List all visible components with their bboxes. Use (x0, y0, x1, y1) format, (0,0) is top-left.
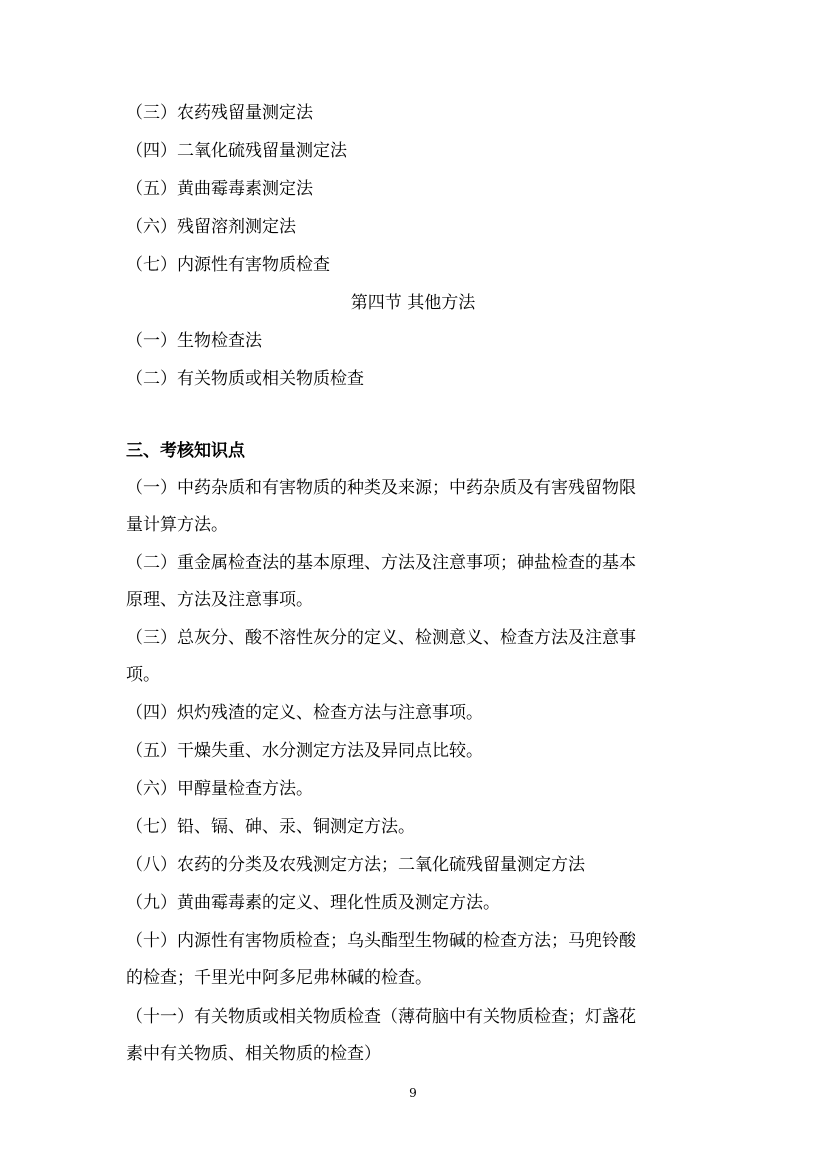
point-1-cont: 量计算方法。 (126, 515, 228, 535)
toc-item-4: （四）二氧化硫残留量测定法 (126, 141, 347, 161)
point-10: （十）内源性有害物质检查；乌头酯型生物碱的检查方法；马兜铃酸 (126, 931, 636, 951)
point-6: （六）甲醇量检查方法。 (126, 779, 313, 799)
toc-item-other-1: （一）生物检查法 (126, 331, 262, 351)
point-4: （四）炽灼残渣的定义、检查方法与注意事项。 (126, 703, 483, 723)
point-1: （一）中药杂质和有害物质的种类及来源；中药杂质及有害残留物限 (126, 478, 636, 498)
point-5: （五）干燥失重、水分测定方法及异同点比较。 (126, 741, 483, 761)
point-9: （九）黄曲霉毒素的定义、理化性质及测定方法。 (126, 893, 500, 913)
point-10-cont: 的检查；千里光中阿多尼弗林碱的检查。 (126, 968, 432, 988)
point-2: （二）重金属检查法的基本原理、方法及注意事项；砷盐检查的基本 (126, 553, 636, 573)
toc-item-5: （五）黄曲霉毒素测定法 (126, 179, 313, 199)
chapter-heading: 三、考核知识点 (126, 441, 245, 461)
point-7: （七）铅、镉、砷、汞、铜测定方法。 (126, 817, 415, 837)
point-11: （十一）有关物质或相关物质检查（薄荷脑中有关物质检查；灯盏花 (126, 1007, 636, 1027)
toc-item-7: （七）内源性有害物质检查 (126, 255, 330, 275)
toc-item-6: （六）残留溶剂测定法 (126, 217, 296, 237)
point-3: （三）总灰分、酸不溶性灰分的定义、检测意义、检查方法及注意事 (126, 628, 636, 648)
toc-item-other-2: （二）有关物质或相关物质检查 (126, 369, 364, 389)
toc-item-3: （三）农药残留量测定法 (126, 103, 313, 123)
point-2-cont: 原理、方法及注意事项。 (126, 590, 313, 610)
section-heading: 第四节 其他方法 (350, 293, 476, 313)
point-3-cont: 项。 (126, 665, 160, 685)
point-11-cont: 素中有关物质、相关物质的检查） (126, 1044, 381, 1064)
point-8: （八）农药的分类及农残测定方法；二氧化硫残留量测定方法 (126, 855, 585, 875)
page-number: 9 (409, 1086, 417, 1100)
